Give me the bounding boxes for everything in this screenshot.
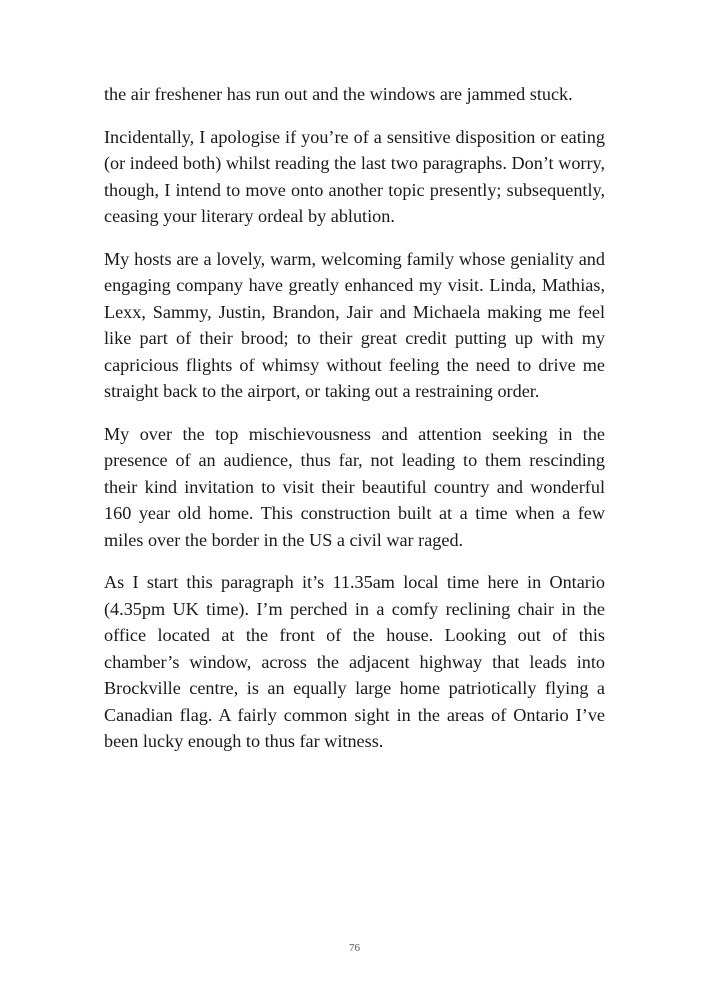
paragraph-5: As I start this paragraph it’s 11.35am local time here in Ontario (4.35pm UK time). I’m perched in a comfy reclining chair in the office located at the front of the house. Looking out of this chamber’s window, across the adjacent highway that leads into Brockville centre, is an equally large home patriotically flying a Canadian flag. A fairly common sight in the areas of Ontario I’ve been lucky enough to thus far witness. xyxy=(104,572,605,751)
paragraph-4: My over the top mischievousness and attention seeking in the presence of an audience, thus far, not leading to them rescinding their kind invitation to visit their beautiful country and wonderful 160 year old home. This construction built at a time when a few miles over the border in the US a civil war raged. xyxy=(104,423,605,550)
page-number: 76 xyxy=(349,942,360,954)
body-text xyxy=(104,81,605,771)
paragraph-3: My hosts are a lovely, warm, welcoming family whose geniality and engaging company have greatly enhanced my visit. Linda, Mathias, Lexx, Sammy, Justin, Brandon, Jair and Michaela making me feel like part of their brood; to their great credit putting up with my capricious flights of whimsy without feeling the need to drive me straight back to the airport, or taking out a restraining order. xyxy=(104,248,605,401)
paragraph-1: the air freshener has run out and the windows are jammed stuck. xyxy=(104,84,573,104)
paragraph-2: Incidentally, I apologise if you’re of a sensitive disposition or eating (or indeed both) whilst reading the last two paragraphs. Don’t worry, though, I intend to move onto another topic presently; subsequently, ceasing your literary ordeal by ablution. xyxy=(104,126,605,226)
